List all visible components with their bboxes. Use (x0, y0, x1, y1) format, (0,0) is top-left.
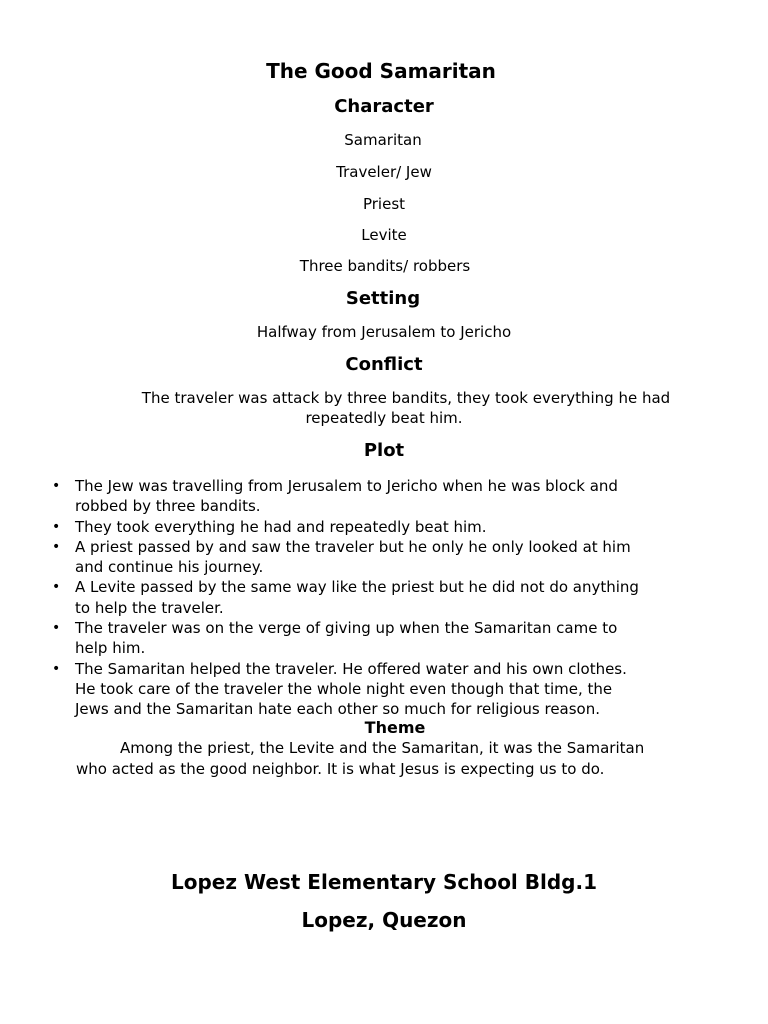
bullet-icon: • (52, 478, 61, 494)
plot-item-line: Jews and the Samaritan hate each other so much for religious reason. (75, 700, 600, 719)
character-item-traveler: Traveler/ Jew (336, 163, 432, 181)
conflict-text-line-2: repeatedly beat him. (305, 409, 463, 427)
plot-item-line: The Jew was travelling from Jerusalem to Jericho when he was block and (75, 477, 618, 495)
plot-item-line: He took care of the traveler the whole night even though that time, the (75, 679, 613, 698)
plot-item-line: robbed by three bandits. (75, 497, 261, 516)
character-heading: Character (334, 96, 434, 117)
plot-item (52, 659, 752, 720)
plot-item-line: A priest passed by and saw the traveler but he only he only looked at him (75, 537, 631, 556)
bullet-icon: • (52, 518, 61, 535)
theme-text-line-1: Among the priest, the Levite and the Samaritan, it was the Samaritan (120, 739, 645, 757)
bullet-icon: • (52, 660, 61, 677)
plot-item-line: to help the traveler. (75, 598, 224, 617)
plot-list (52, 476, 752, 720)
setting-heading: Setting (345, 288, 421, 309)
plot-item-line: The Samaritan helped the traveler. He offered water and his own clothes. (75, 659, 627, 678)
character-item-samaritan: Samaritan (344, 131, 422, 149)
conflict-text-line-1: The traveler was attack by three bandits, they took everything he had (141, 389, 671, 407)
plot-item-line: A Levite passed by the same way like the priest but he did not do anything (75, 578, 639, 597)
plot-item (52, 618, 752, 659)
plot-item (52, 517, 752, 537)
theme-paragraph (76, 738, 766, 780)
character-item-levite: Levite (361, 226, 407, 244)
plot-item (52, 577, 752, 618)
plot-item-line: and continue his journey. (75, 558, 264, 577)
character-item-bandits: Three bandits/ robbers (299, 257, 471, 275)
conflict-heading: Conflict (345, 354, 423, 375)
bullet-icon: • (52, 620, 61, 637)
footer-location: Lopez, Quezon (301, 908, 467, 932)
plot-item (52, 537, 752, 578)
bullet-icon: • (52, 538, 61, 555)
plot-item-line: They took everything he had and repeatedly beat him. (75, 517, 487, 536)
bullet-icon: • (52, 579, 61, 596)
setting-text: Halfway from Jerusalem to Jericho (256, 323, 512, 341)
plot-item-line: help him. (75, 639, 146, 658)
plot-item-line: The traveler was on the verge of giving up when the Samaritan came to (75, 619, 618, 638)
footer-school-name: Lopez West Elementary School Bldg.1 (171, 870, 597, 894)
plot-item (52, 476, 752, 517)
theme-text-line-2: who acted as the good neighbor. It is what Jesus is expecting us to do. (76, 760, 605, 778)
character-item-priest: Priest (362, 195, 406, 213)
plot-heading: Plot (363, 440, 405, 461)
document-title: The Good Samaritan (266, 59, 496, 83)
theme-heading: Theme (364, 718, 426, 737)
